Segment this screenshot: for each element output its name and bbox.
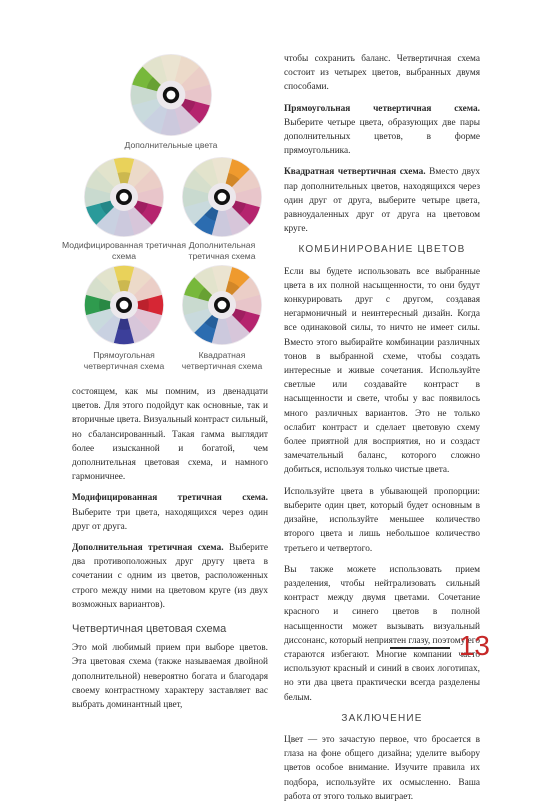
term-modified-triad: Модифицированная третичная схема.	[72, 493, 268, 504]
left-paragraph-3	[72, 541, 268, 612]
right-paragraph-1: чтобы сохранить баланс. Четвертичная схема состоит из четырех цветов, выбранных двумя способами.	[284, 54, 480, 93]
complementary-triad-caption: Дополнительная третичная схема	[188, 240, 256, 261]
footer-rule	[390, 647, 450, 649]
right-paragraph-2-text: Выберите четыре цвета, образующих две пары дополнительных цветов, в форме прямоугольника.	[284, 117, 480, 157]
wheel-center-hole	[120, 301, 129, 310]
term-complementary-triad: Дополнительная третичная схема.	[72, 543, 224, 554]
right-paragraph-3	[284, 165, 480, 236]
section-heading-conclusion: ЗАКЛЮЧЕНИЕ	[341, 712, 423, 724]
right-column	[284, 52, 480, 811]
left-paragraph-3-text: Выберите два противоположных друг другу цвета в сочетании с одним из цветов, расположенных строго между ними на цветовом круге (из двух возможных вариантов).	[72, 543, 268, 610]
complementary-triad-color-wheel	[180, 155, 264, 239]
right-paragraph-7: Цвет — это зачастую первое, что бросается в глаза на фоне общего дизайна; уделите выбору цветов особое внимание. Изучите правила их подбора, используйте их осмысленно. Ваша работа от этого только выиграет.	[284, 734, 480, 802]
square-color-wheel	[180, 263, 264, 347]
left-column	[72, 385, 268, 719]
rectangular-color-wheel	[82, 263, 166, 347]
wheel-center-hole	[166, 90, 175, 99]
term-square: Квадратная четвертичная схема.	[284, 167, 426, 178]
section-heading-combining: КОМБИНИРОВАНИЕ ЦВЕТОВ	[298, 244, 466, 256]
section-heading-quaternary: Четвертичная цветовая схема	[72, 623, 227, 636]
right-paragraph-6: Вы также можете использовать прием разделения, чтобы нейтрализовать сильный контраст между двумя цветами. Сочетание красного и синего цветов в полной насыщенности может вызывать визуальный диссонанс, который неприятен глазу, поэтому его стараются избегают. Многие компании часто используют красный и синий в своих логотипах, но эти два цвета практически всегда разделены белым.	[284, 564, 480, 703]
rectangular-caption: Прямоугольная четвертичная схема	[83, 350, 165, 371]
wheel-center-hole	[218, 193, 227, 202]
wheel-center-hole	[218, 301, 227, 310]
right-paragraph-5: Используйте цвета в убывающей пропорции: выберите один цвет, который будет основным в дизайне, используйте меньшее количество второго цвета и лишь небольшое количество третьего и четвертого.	[284, 486, 480, 554]
left-paragraph-1: состоящем, как мы помним, из двенадцати цветов. Для этого подойдут как основные, так и вторичные цвета. Визуальный контраст сильный, но сбалансированный. Такая гамма выглядит более изысканной и богатой, чем дополнительная цветовая схема, и намного гармоничнее.	[72, 387, 268, 483]
left-paragraph-2-text: Выберите три цвета, находящихся через один друг от друга.	[72, 507, 268, 532]
modified-triad-caption: Модифицированная третичная схема	[62, 240, 186, 261]
left-paragraph-4: Это мой любимый прием при выборе цветов. Эта цветовая схема (также называемая двойной дополнительной) невероятно богата и благодаря своему контрастному характеру заставляет вас выбрать доминантный цвет,	[72, 643, 268, 711]
complementary-color-wheel	[128, 52, 214, 138]
right-paragraph-2	[284, 102, 480, 159]
wheel-center-hole	[120, 193, 129, 202]
right-paragraph-4: Если вы будете использовать все выбранные цвета в их полной насыщенности, то они будут конкурировать друг с другом, создавая негармоничный и неинтересный дизайн. Когда все одинаковой силы, то ничто не имеет силы. Вместо этого выбирайте комбинации различных тонов в выбранной схеме, чтобы создать интересные и живые сочетания. Используйте светлые или создавайте контраст в насыщенности и свете, чтобы у вас появилось много различных вариантов. Это не только ослабит контраст и сделает цветовую схему более приятной для восприятия, но и создаст замечательный баланс, которого сложно добиться, используя только чистые цвета.	[284, 266, 480, 476]
complementary-caption: Дополнительные цвета	[124, 140, 218, 150]
square-caption: Квадратная четвертичная схема	[181, 350, 263, 371]
term-rectangular: Прямоугольная четвертичная схема.	[284, 103, 480, 114]
left-paragraph-2	[72, 491, 268, 534]
page-number: 13	[458, 630, 490, 661]
right-paragraph-3-text: Вместо двух пар дополнительных цветов, находящихся через один друг от друга, выберите четыре цвета, равноудаленных друг от друга на цветовом круге.	[284, 167, 480, 235]
modified-triad-color-wheel	[82, 155, 166, 239]
